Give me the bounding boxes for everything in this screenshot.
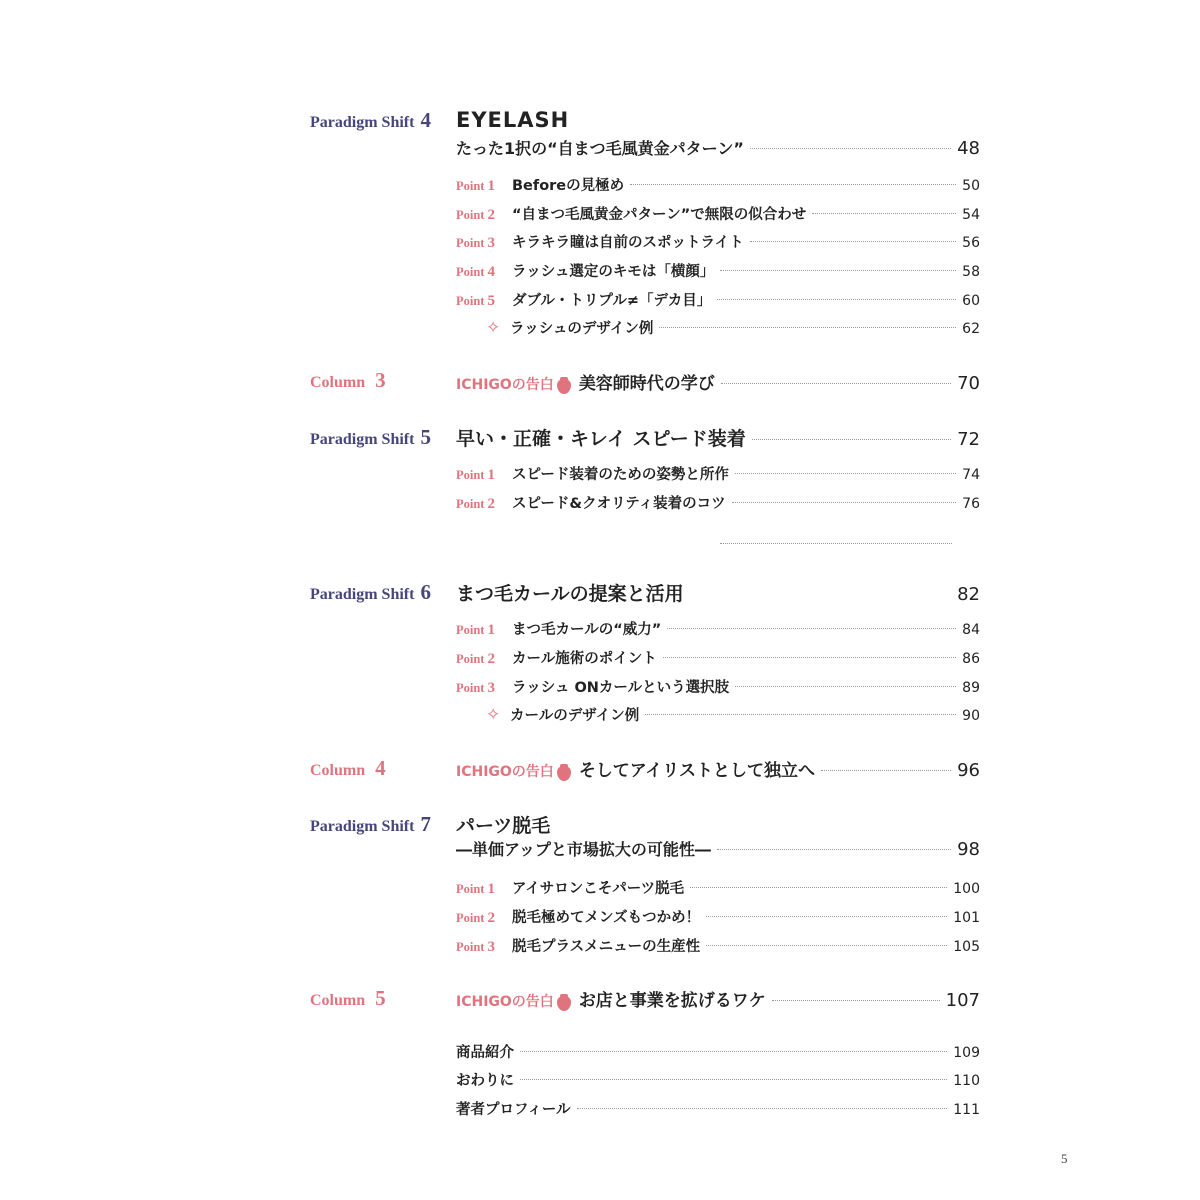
leader-dots xyxy=(735,686,956,687)
section-label-col3: Column 3 xyxy=(310,368,386,392)
page-number: 90 xyxy=(962,708,980,724)
page-number: 74 xyxy=(962,467,980,483)
point-label: Point 5 xyxy=(456,293,495,309)
ichigo-tag: ICHIGOの告白 xyxy=(456,761,571,781)
entry-text: ラッシュ選定のキモは「横顔」 xyxy=(512,264,715,280)
page-number-footer: 5 xyxy=(1061,1151,1068,1166)
leader-dots xyxy=(717,849,951,850)
point-label: Point 3 xyxy=(456,680,495,696)
section-label-col4: Column 4 xyxy=(310,756,386,780)
toc-entry-point[interactable] xyxy=(456,647,980,668)
leader-dots xyxy=(690,887,947,888)
entry-text: キラキラ瞳は自前のスポットライト xyxy=(512,235,744,251)
toc-entry-appendix[interactable] xyxy=(456,1069,980,1090)
entry-text: カールのデザイン例 xyxy=(510,708,640,724)
page-number: 54 xyxy=(962,207,980,223)
point-label: Point 1 xyxy=(456,467,495,483)
toc-entry-point[interactable] xyxy=(456,935,980,956)
leader-dots xyxy=(706,945,947,946)
leader-dots xyxy=(732,502,957,503)
page-number: 60 xyxy=(962,293,980,309)
toc-entry-ps5[interactable] xyxy=(456,424,980,451)
page-number: 62 xyxy=(962,321,980,337)
point-label: Point 2 xyxy=(456,910,495,926)
toc-entry-point[interactable] xyxy=(456,877,980,898)
page-number: 111 xyxy=(953,1102,980,1118)
page-number: 86 xyxy=(962,651,980,667)
strawberry-icon xyxy=(557,996,571,1011)
point-label: Point 2 xyxy=(456,207,495,223)
ichigo-tag: ICHIGOの告白 xyxy=(456,374,571,394)
toc-entry-col5[interactable] xyxy=(456,986,980,1011)
sparkle-icon: ✧ xyxy=(486,705,501,725)
leader-dots xyxy=(577,1108,948,1109)
toc-entry-design[interactable] xyxy=(456,704,980,725)
toc-entry-point[interactable] xyxy=(456,463,980,484)
toc-entry-col4[interactable] xyxy=(456,756,980,781)
strawberry-icon xyxy=(557,379,571,394)
entry-text: 著者プロフィール xyxy=(456,1102,571,1118)
toc-entry-point[interactable] xyxy=(456,676,980,697)
toc-entry-col3[interactable] xyxy=(456,369,980,394)
entry-text: そしてアイリストとして独立へ xyxy=(578,761,815,781)
page-number: 110 xyxy=(953,1073,980,1089)
entry-text: まつ毛カールの“威力” xyxy=(512,622,662,638)
point-label: Point 3 xyxy=(456,939,495,955)
entry-text: ―単価アップと市場拡大の可能性― xyxy=(456,840,711,859)
point-label: Point 4 xyxy=(456,264,495,280)
section-label-ps7: Paradigm Shift 7 xyxy=(310,812,431,836)
section-label-col5: Column 5 xyxy=(310,986,386,1010)
toc-entry-point[interactable] xyxy=(456,174,980,195)
page-number: 58 xyxy=(962,264,980,280)
point-label: Point 1 xyxy=(456,178,495,194)
toc-entry-point[interactable] xyxy=(456,906,980,927)
entry-text: 美容師時代の学び xyxy=(578,374,715,394)
divider-dots xyxy=(720,543,952,544)
page-number: 72 xyxy=(957,429,980,450)
leader-dots xyxy=(659,327,956,328)
page-number: 82 xyxy=(957,584,980,605)
page-number: 50 xyxy=(962,178,980,194)
point-label: Point 1 xyxy=(456,622,495,638)
page-number: 70 xyxy=(957,373,980,394)
leader-dots xyxy=(520,1051,947,1052)
page-number: 76 xyxy=(962,496,980,512)
page-number: 56 xyxy=(962,235,980,251)
page-number: 107 xyxy=(945,990,980,1011)
leader-dots xyxy=(735,473,956,474)
entry-text: ダブル・トリプル≠「デカ目」 xyxy=(512,293,712,309)
section-title-ps6: まつ毛カールの提案と活用 xyxy=(456,583,684,605)
toc-entry-appendix[interactable] xyxy=(456,1041,980,1062)
toc-entry-ps4-subtitle[interactable] xyxy=(456,136,980,159)
page-number: 100 xyxy=(953,881,980,897)
entry-text: アイサロンこそパーツ脱毛 xyxy=(512,881,685,897)
entry-text: お店と事業を拡げるワケ xyxy=(578,991,766,1011)
entry-text: 商品紹介 xyxy=(456,1045,514,1061)
leader-dots xyxy=(717,299,956,300)
strawberry-icon xyxy=(557,766,571,781)
toc-entry-ps6[interactable] xyxy=(456,579,980,606)
entry-text: スピード装着のための姿勢と所作 xyxy=(512,467,729,483)
leader-dots xyxy=(706,916,947,917)
point-label: Point 2 xyxy=(456,651,495,667)
page-number: 98 xyxy=(957,839,980,860)
leader-dots xyxy=(721,383,951,384)
leader-dots xyxy=(821,770,951,771)
page-number: 101 xyxy=(953,910,980,926)
entry-text: 脱毛極めてメンズもつかめ！ xyxy=(512,910,701,926)
page-number: 109 xyxy=(953,1045,980,1061)
leader-dots xyxy=(645,714,956,715)
sparkle-icon: ✧ xyxy=(486,318,501,338)
entry-text: スピード&クオリティ装着のコツ xyxy=(512,496,726,512)
page-number: 84 xyxy=(962,622,980,638)
toc-entry-point[interactable] xyxy=(456,289,980,310)
leader-dots xyxy=(752,439,951,440)
toc-entry-point[interactable] xyxy=(456,618,980,639)
leader-dots xyxy=(630,184,956,185)
page-number: 48 xyxy=(957,138,980,159)
leader-dots xyxy=(750,241,957,242)
toc-entry-appendix[interactable] xyxy=(456,1098,980,1119)
leader-dots xyxy=(772,1000,940,1001)
toc-entry-point[interactable] xyxy=(456,260,980,281)
leader-dots xyxy=(750,148,951,149)
page-number: 96 xyxy=(957,760,980,781)
section-title-ps4: EYELASH xyxy=(456,108,570,132)
leader-dots xyxy=(667,628,956,629)
section-title-ps7: パーツ脱毛 xyxy=(456,815,551,837)
toc-entry-ps7-subtitle[interactable] xyxy=(456,837,980,860)
entry-text: ラッシュ ONカールという選択肢 xyxy=(512,680,730,696)
section-label-ps4: Paradigm Shift 4 xyxy=(310,108,431,132)
leader-dots xyxy=(720,270,956,271)
leader-dots xyxy=(663,657,956,658)
page-number: 105 xyxy=(953,939,980,955)
entry-text: おわりに xyxy=(456,1073,514,1089)
point-label: Point 2 xyxy=(456,496,495,512)
ichigo-tag: ICHIGOの告白 xyxy=(456,991,571,1011)
leader-dots xyxy=(812,213,956,214)
entry-text: ラッシュのデザイン例 xyxy=(510,321,654,337)
section-title-ps5: 早い・正確・キレイ スピード装着 xyxy=(456,428,746,450)
toc-entry-design[interactable] xyxy=(456,317,980,338)
toc-entry-point[interactable] xyxy=(456,203,980,224)
entry-text: 脱毛プラスメニューの生産性 xyxy=(512,939,701,955)
page-number: 89 xyxy=(962,680,980,696)
point-label: Point 1 xyxy=(456,881,495,897)
section-label-ps6: Paradigm Shift 6 xyxy=(310,580,431,604)
toc-entry-point[interactable] xyxy=(456,231,980,252)
entry-text: たった1択の“自まつ毛風黄金パターン” xyxy=(456,139,744,158)
leader-dots xyxy=(520,1079,947,1080)
entry-text: Beforeの見極め xyxy=(512,178,625,194)
toc-entry-point[interactable] xyxy=(456,492,980,513)
entry-text: “自まつ毛風黄金パターン”で無限の似合わせ xyxy=(512,207,807,223)
point-label: Point 3 xyxy=(456,235,495,251)
entry-text: カール施術のポイント xyxy=(512,651,657,667)
section-label-ps5: Paradigm Shift 5 xyxy=(310,425,431,449)
